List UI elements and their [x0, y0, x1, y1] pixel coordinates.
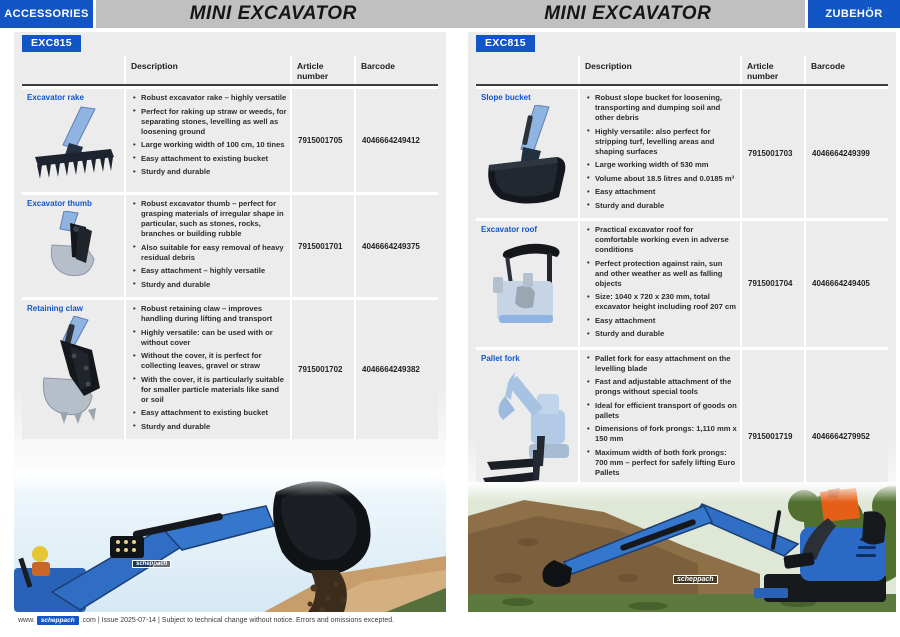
article-number-cell: 7915001703	[742, 89, 804, 218]
bullet-list	[126, 300, 290, 439]
bullet: • Easy attachment	[587, 316, 737, 326]
column-header-product	[476, 56, 578, 84]
bullet: • Pallet fork for easy attachment on the levelling blade	[587, 354, 737, 374]
table-row-excavator-thumb	[22, 195, 438, 297]
bullet: • Dimensions of fork prongs: 1,110 mm x 150 mm	[587, 424, 737, 444]
bullet: • Sturdy and durable	[587, 329, 737, 339]
description-cell	[580, 89, 740, 218]
article-number-cell: 7915001704	[742, 221, 804, 347]
model-badge-left: EXC815	[22, 35, 81, 52]
product-name: Excavator rake	[27, 93, 84, 102]
bullet: • Size: 1040 x 720 x 230 mm, total excavator height including roof 207 cm	[587, 292, 737, 312]
bullet: • Sturdy and durable	[133, 422, 287, 432]
header-tab-accessories: ACCESSORIES	[0, 0, 93, 28]
table-row-excavator-rake	[22, 89, 438, 192]
pallet-fork-image	[476, 364, 578, 500]
bullet: • Highly versatile: can be used with or without cover	[133, 328, 287, 348]
title-bar	[96, 0, 805, 28]
page-title-left: MINI EXCAVATOR	[189, 3, 357, 24]
article-number-cell: 7915001719	[742, 350, 804, 523]
table-header-right	[476, 56, 888, 86]
column-header-description: Description	[126, 56, 290, 84]
article-number-cell: 7915001705	[292, 89, 354, 192]
bullet-list	[126, 195, 290, 297]
table-row-slope-bucket	[476, 89, 888, 218]
footer-url-prefix: www.	[18, 617, 35, 624]
product-cell	[476, 221, 578, 347]
bullet-list	[580, 221, 740, 347]
description-cell	[126, 195, 290, 297]
description-cell	[126, 89, 290, 192]
scheppach-logo: scheppach	[37, 616, 79, 625]
product-cell	[22, 89, 124, 192]
bullet: • Ideal for efficient transport of goods on pallets	[587, 401, 737, 421]
bullet: • Perfect protection against rain, sun and other weather as well as falling objects	[587, 259, 737, 289]
column-header-product	[22, 56, 124, 84]
barcode-cell: 4046664249399	[806, 89, 888, 218]
excavator-roof-image	[476, 235, 578, 325]
bullet: • Robust retaining claw – improves handling during lifting and transport	[133, 304, 287, 324]
bullet: • Volume about 18.5 litres and 0.0185 m³	[587, 174, 737, 184]
barcode-cell: 4046664249405	[806, 221, 888, 347]
table-row-excavator-roof	[476, 221, 888, 347]
page-header	[0, 0, 900, 28]
bullet: • Also suitable for easy removal of heavy residual debris	[133, 243, 287, 263]
excavator-rake-image	[22, 103, 124, 183]
footer-text: .com | Issue 2025-07-14 | Subject to technical change without notice. Errors and omissions excepted.	[80, 617, 395, 624]
brand-plate: scheppach	[673, 575, 718, 584]
product-name: Slope bucket	[481, 93, 531, 102]
column-header-description: Description	[580, 56, 740, 84]
bullet-list	[580, 89, 740, 218]
bullet: • Highly versatile: also perfect for stripping turf, levelling areas and shaping surfaces	[587, 127, 737, 157]
product-name: Excavator roof	[481, 225, 538, 235]
bullet: • Large working width of 100 cm, 10 tines	[133, 140, 287, 150]
bullet: • Maximum width of both fork prongs: 700 mm – perfect for safely lifting Euro Pallets	[587, 448, 737, 478]
bullet: • Robust excavator rake – highly versatile	[133, 93, 287, 103]
bullet: • Without the cover, it is perfect for collecting leaves, gravel or straw	[133, 351, 287, 371]
bullet: • Sturdy and durable	[133, 280, 287, 290]
table-header-left	[22, 56, 438, 86]
product-name: Retaining claw	[27, 304, 84, 314]
article-number-cell: 7915001702	[292, 300, 354, 439]
bullet: • Easy attachment to existing bucket	[133, 154, 287, 164]
footer-line	[18, 616, 394, 625]
bullet: • Large working width of 530 mm	[587, 160, 737, 170]
barcode-cell: 4046664249412	[356, 89, 438, 192]
title-half-right	[451, 0, 806, 28]
bullet: • With the cover, it is particularly suitable for smaller particle materials like sand or soil	[133, 375, 287, 405]
product-name: Pallet fork	[481, 353, 520, 363]
bullet: • Robust slope bucket for loosening, transporting and dumping soil and other debris	[587, 93, 737, 123]
column-header-article-number: Article number	[292, 56, 354, 84]
bullet: • Perfect for raking up straw or weeds, for separating stones, levelling as well as loosening ground	[133, 107, 287, 137]
description-cell	[580, 221, 740, 347]
page-title-right: MINI EXCAVATOR	[544, 3, 712, 24]
left-page-panel	[14, 32, 446, 612]
brand-plate: scheppach	[132, 560, 171, 568]
barcode-cell: 4046664249375	[356, 195, 438, 297]
barcode-cell: 4046664249382	[356, 300, 438, 439]
excavator-thumb-image	[22, 209, 124, 281]
bullet-list	[126, 89, 290, 185]
bullet: • Easy attachment	[587, 187, 737, 197]
description-cell	[126, 300, 290, 439]
retaining-claw-image	[22, 314, 124, 424]
product-cell	[476, 89, 578, 218]
right-page-panel	[468, 32, 896, 612]
left-page-photo	[14, 470, 446, 612]
bullet: • Robust excavator thumb – perfect for grasping materials of irregular shape in particular, such as stones, rocks, branches or building rubble	[133, 199, 287, 239]
product-cell	[22, 300, 124, 439]
barcode-cell: 4046664279952	[806, 350, 888, 523]
right-product-table	[476, 56, 888, 523]
table-row-retaining-claw	[22, 300, 438, 439]
product-cell	[22, 195, 124, 297]
right-page-photo	[468, 482, 896, 612]
column-header-barcode: Barcode	[806, 56, 888, 84]
bullet: • Easy attachment to existing bucket	[133, 408, 287, 418]
column-header-barcode: Barcode	[356, 56, 438, 84]
column-header-article-number: Article number	[742, 56, 804, 84]
bullet: • Sturdy and durable	[587, 201, 737, 211]
left-product-table	[22, 56, 438, 439]
product-name: Excavator thumb	[27, 199, 92, 208]
slope-bucket-image	[476, 103, 578, 209]
model-badge-right: EXC815	[476, 35, 535, 52]
article-number-cell: 7915001701	[292, 195, 354, 297]
bullet: • Sturdy and durable	[133, 167, 287, 177]
bullet: • Easy attachment – highly versatile	[133, 266, 287, 276]
bullet: • Fast and adjustable attachment of the prongs without special tools	[587, 377, 737, 397]
header-tab-zubehoer: ZUBEHÖR	[808, 0, 900, 28]
bullet: • Practical excavator roof for comfortable working even in adverse conditions	[587, 225, 737, 255]
title-half-left	[96, 0, 451, 28]
